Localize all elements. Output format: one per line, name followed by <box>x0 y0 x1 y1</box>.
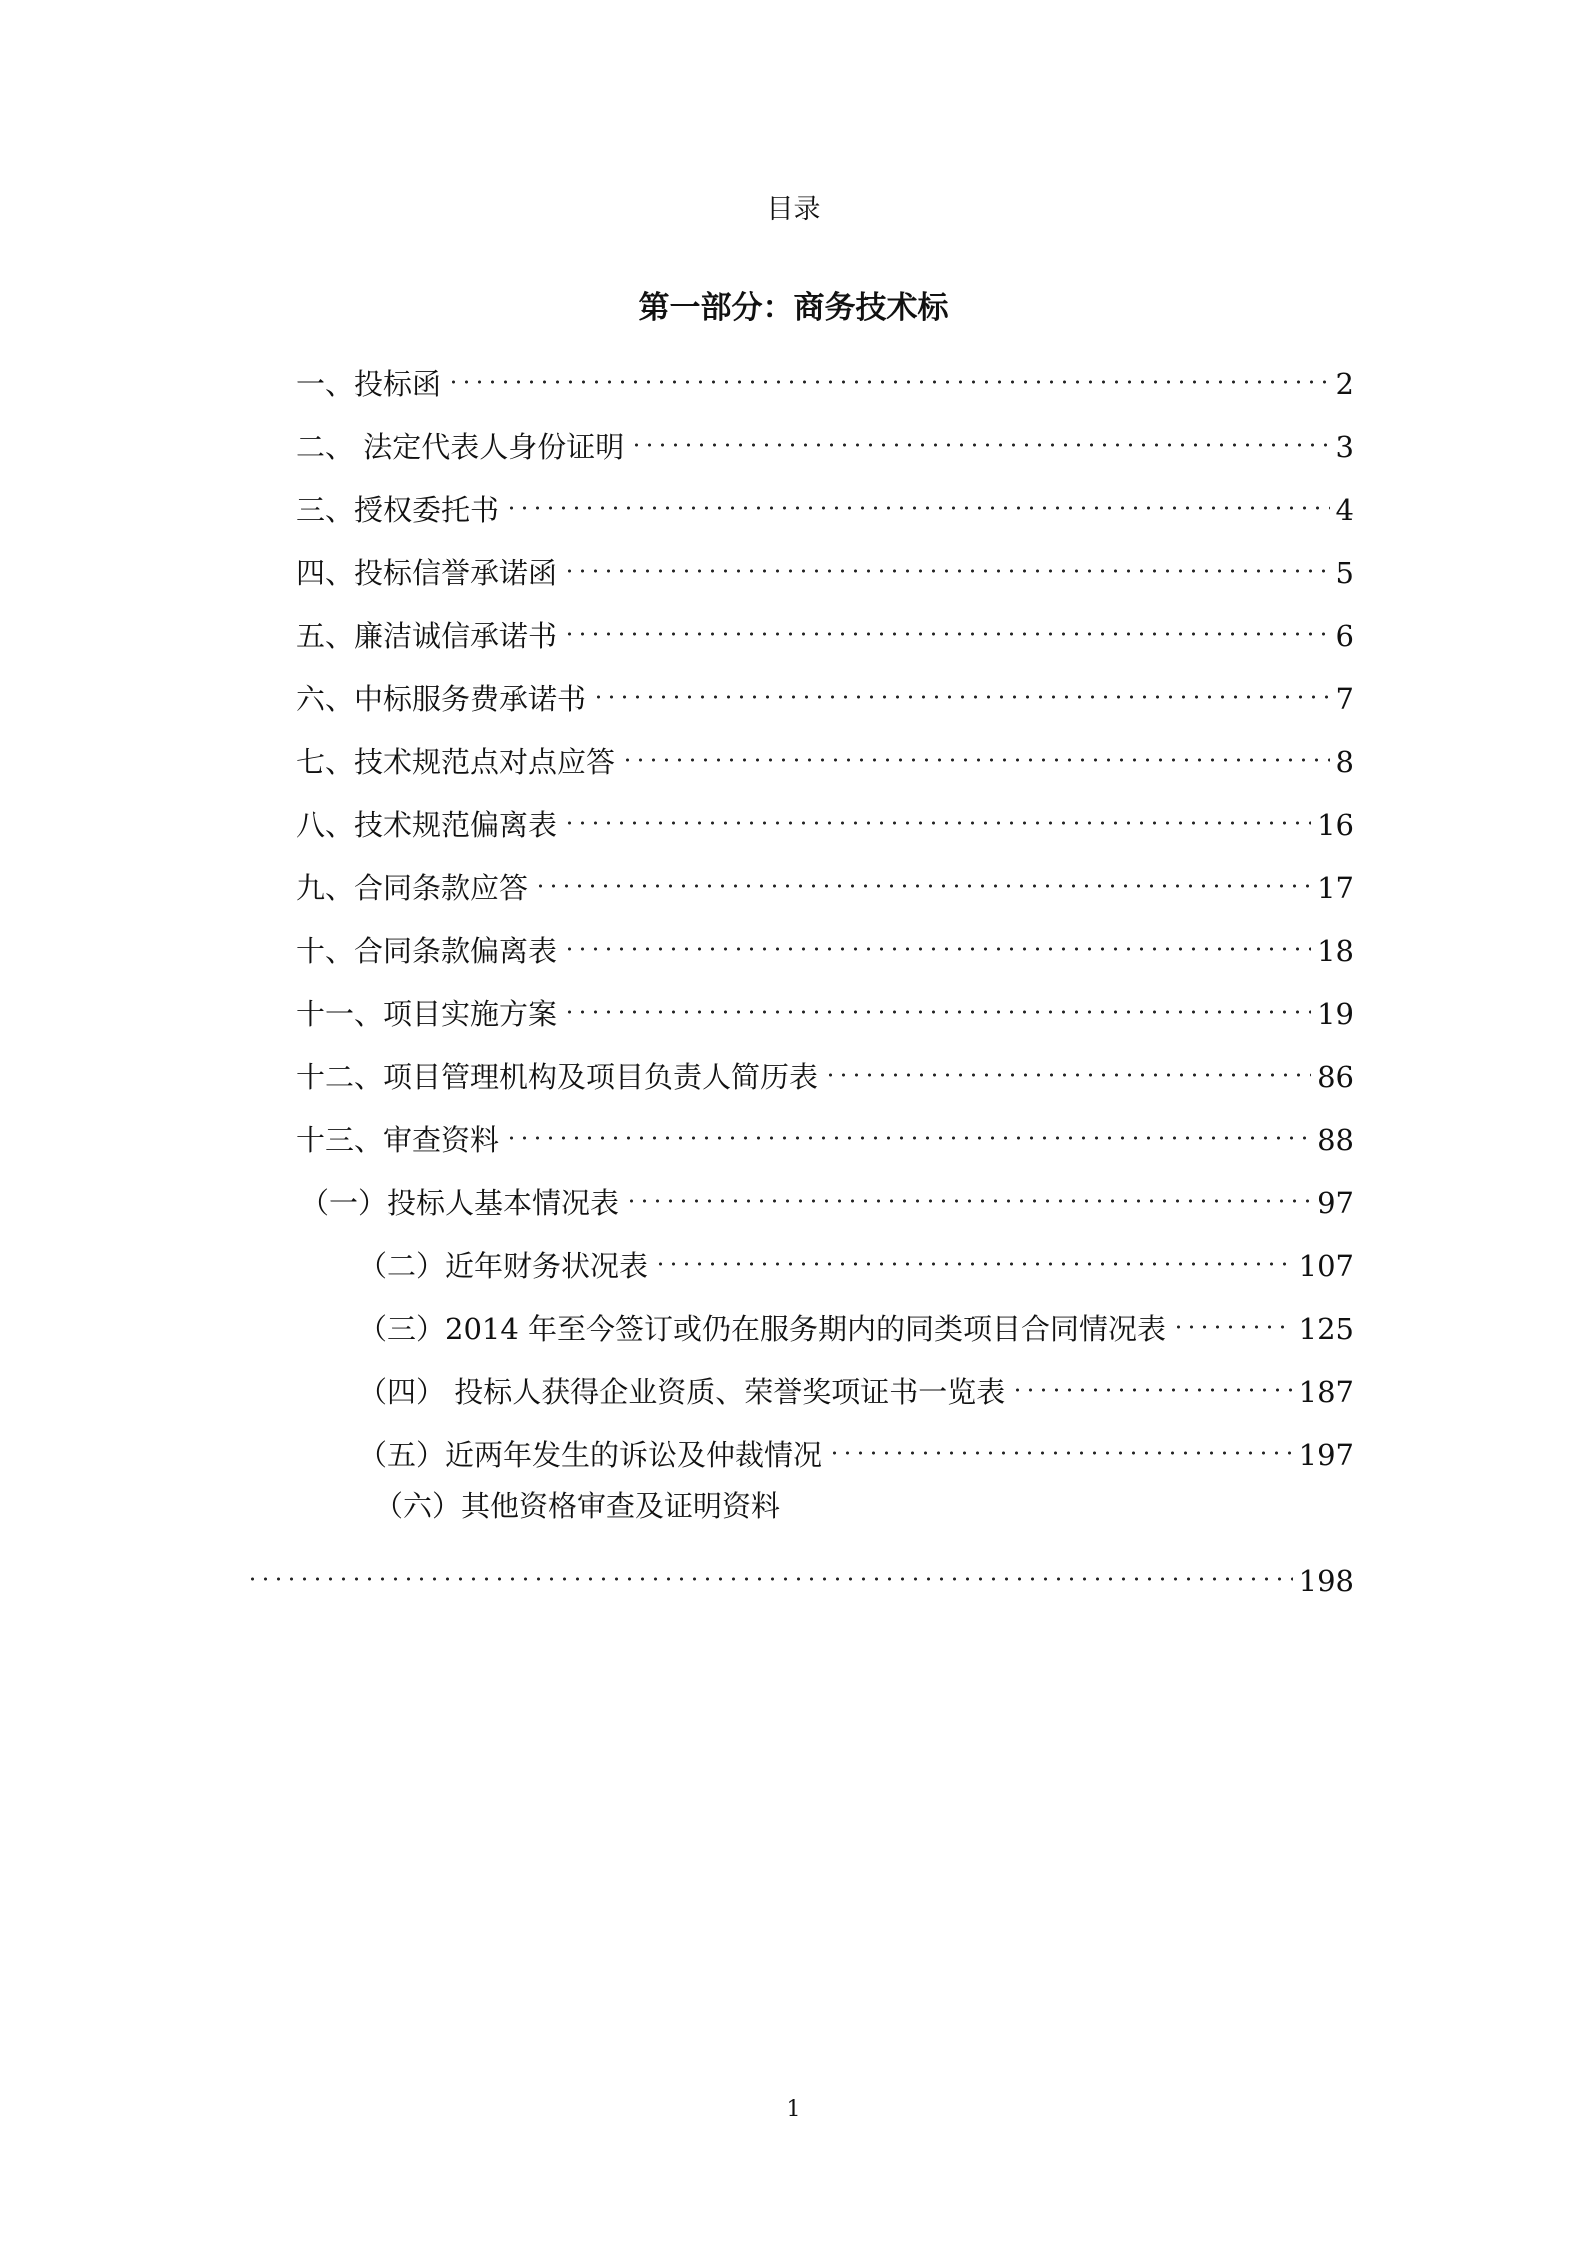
toc-entry-page: 125 <box>1298 1312 1354 1346</box>
toc-entry[interactable] <box>296 1043 1354 1094</box>
page-number: 1 <box>786 2097 801 2122</box>
toc-dot-leader <box>1172 1295 1293 1339</box>
toc-entry-page: 19 <box>1317 997 1354 1031</box>
toc-entry-page: 4 <box>1335 493 1354 527</box>
toc-dot-leader <box>621 728 1330 772</box>
toc-entry-page: 7 <box>1335 682 1354 716</box>
toc-entry-label: 九、合同条款应答 <box>296 871 529 905</box>
toc-dot-leader <box>534 854 1311 898</box>
toc-entry-page: 97 <box>1317 1186 1354 1220</box>
toc-entry[interactable] <box>296 476 1354 527</box>
toc-entry[interactable] <box>358 1421 1354 1472</box>
toc-entry-continuation[interactable] <box>246 1547 1354 1598</box>
toc-entry-page: 86 <box>1317 1060 1354 1094</box>
toc-dot-leader <box>505 1106 1311 1150</box>
toc-entry[interactable] <box>296 980 1354 1031</box>
toc-entry-page: 8 <box>1335 745 1354 779</box>
toc-entry-page: 6 <box>1335 619 1354 653</box>
toc-entry[interactable] <box>296 350 1354 401</box>
toc-dot-leader <box>563 539 1330 583</box>
toc-dot-leader <box>563 980 1311 1024</box>
toc-entry-label: 六、中标服务费承诺书 <box>296 682 587 716</box>
toc-entry[interactable] <box>358 1295 1354 1346</box>
toc-entry[interactable] <box>374 1484 780 1528</box>
toc-entry[interactable] <box>296 917 1354 968</box>
toc-entry-label: 十二、项目管理机构及项目负责人简历表 <box>296 1060 819 1094</box>
toc-dot-leader <box>447 350 1330 394</box>
toc-entry-page: 5 <box>1335 556 1354 590</box>
toc-dot-leader <box>563 791 1311 835</box>
toc-entry-page: 197 <box>1298 1438 1354 1472</box>
toc-entry-page: 107 <box>1298 1249 1354 1283</box>
toc-dot-leader <box>828 1421 1293 1465</box>
toc-entry-label: 十一、项目实施方案 <box>296 997 558 1031</box>
toc-entry[interactable] <box>296 728 1354 779</box>
toc-entry[interactable] <box>296 1106 1354 1157</box>
toc-entry-label: 四、投标信誉承诺函 <box>296 556 558 590</box>
toc-entry[interactable] <box>358 1232 1354 1283</box>
toc-entry-label: （二）近年财务状况表 <box>358 1249 649 1283</box>
toc-entry-label: （六）其他资格审查及证明资料 <box>374 1489 781 1523</box>
toc-dot-leader <box>505 476 1330 520</box>
toc-entry-label: 三、授权委托书 <box>296 493 500 527</box>
toc-entry-label: 五、廉洁诚信承诺书 <box>296 619 558 653</box>
toc-dot-leader <box>654 1232 1293 1276</box>
toc-dot-leader <box>824 1043 1311 1087</box>
toc-entry[interactable] <box>296 413 1354 464</box>
toc-entry[interactable] <box>296 539 1354 590</box>
toc-dot-leader <box>563 917 1311 961</box>
toc-dot-leader <box>1011 1358 1292 1402</box>
toc-entry-page: 3 <box>1335 430 1354 464</box>
toc-dot-leader <box>592 665 1330 709</box>
toc-dot-leader <box>563 602 1330 646</box>
toc-entry[interactable] <box>296 665 1354 716</box>
toc-entry[interactable] <box>300 1169 1354 1220</box>
page-title: 目录 <box>766 194 821 225</box>
toc-entry-page: 88 <box>1317 1123 1354 1157</box>
toc-entry-page: 187 <box>1298 1375 1354 1409</box>
toc-entry-label: （五）近两年发生的诉讼及仲裁情况 <box>358 1438 823 1472</box>
toc-entry-label: 十三、审查资料 <box>296 1123 500 1157</box>
toc-dot-leader <box>630 413 1329 457</box>
toc-entry-label: 一、投标函 <box>296 367 442 401</box>
toc-entry-page: 17 <box>1317 871 1354 905</box>
toc-entry[interactable] <box>296 854 1354 905</box>
toc-entry-label: 二、 法定代表人身份证明 <box>296 430 625 464</box>
toc-entry-page: 16 <box>1317 808 1354 842</box>
toc-entry-page: 2 <box>1335 367 1354 401</box>
toc-entry-label: （三）2014 年至今签订或仍在服务期内的同类项目合同情况表 <box>358 1312 1167 1346</box>
toc-dot-leader <box>625 1169 1311 1213</box>
toc-entry-label: 八、技术规范偏离表 <box>296 808 558 842</box>
toc-entry-label: （四） 投标人获得企业资质、荣誉奖项证书一览表 <box>358 1375 1006 1409</box>
toc-dot-leader <box>246 1547 1293 1591</box>
toc-entry[interactable] <box>358 1358 1354 1409</box>
section-title: 第一部分：商务技术标 <box>638 290 949 326</box>
toc-entry-label: （一）投标人基本情况表 <box>300 1186 620 1220</box>
toc-entry-page: 198 <box>1298 1564 1354 1598</box>
toc-entry-label: 十、合同条款偏离表 <box>296 934 558 968</box>
toc-entry-label: 七、技术规范点对点应答 <box>296 745 616 779</box>
toc-entry[interactable] <box>296 791 1354 842</box>
toc-entry-page: 18 <box>1317 934 1354 968</box>
toc-entry[interactable] <box>296 602 1354 653</box>
